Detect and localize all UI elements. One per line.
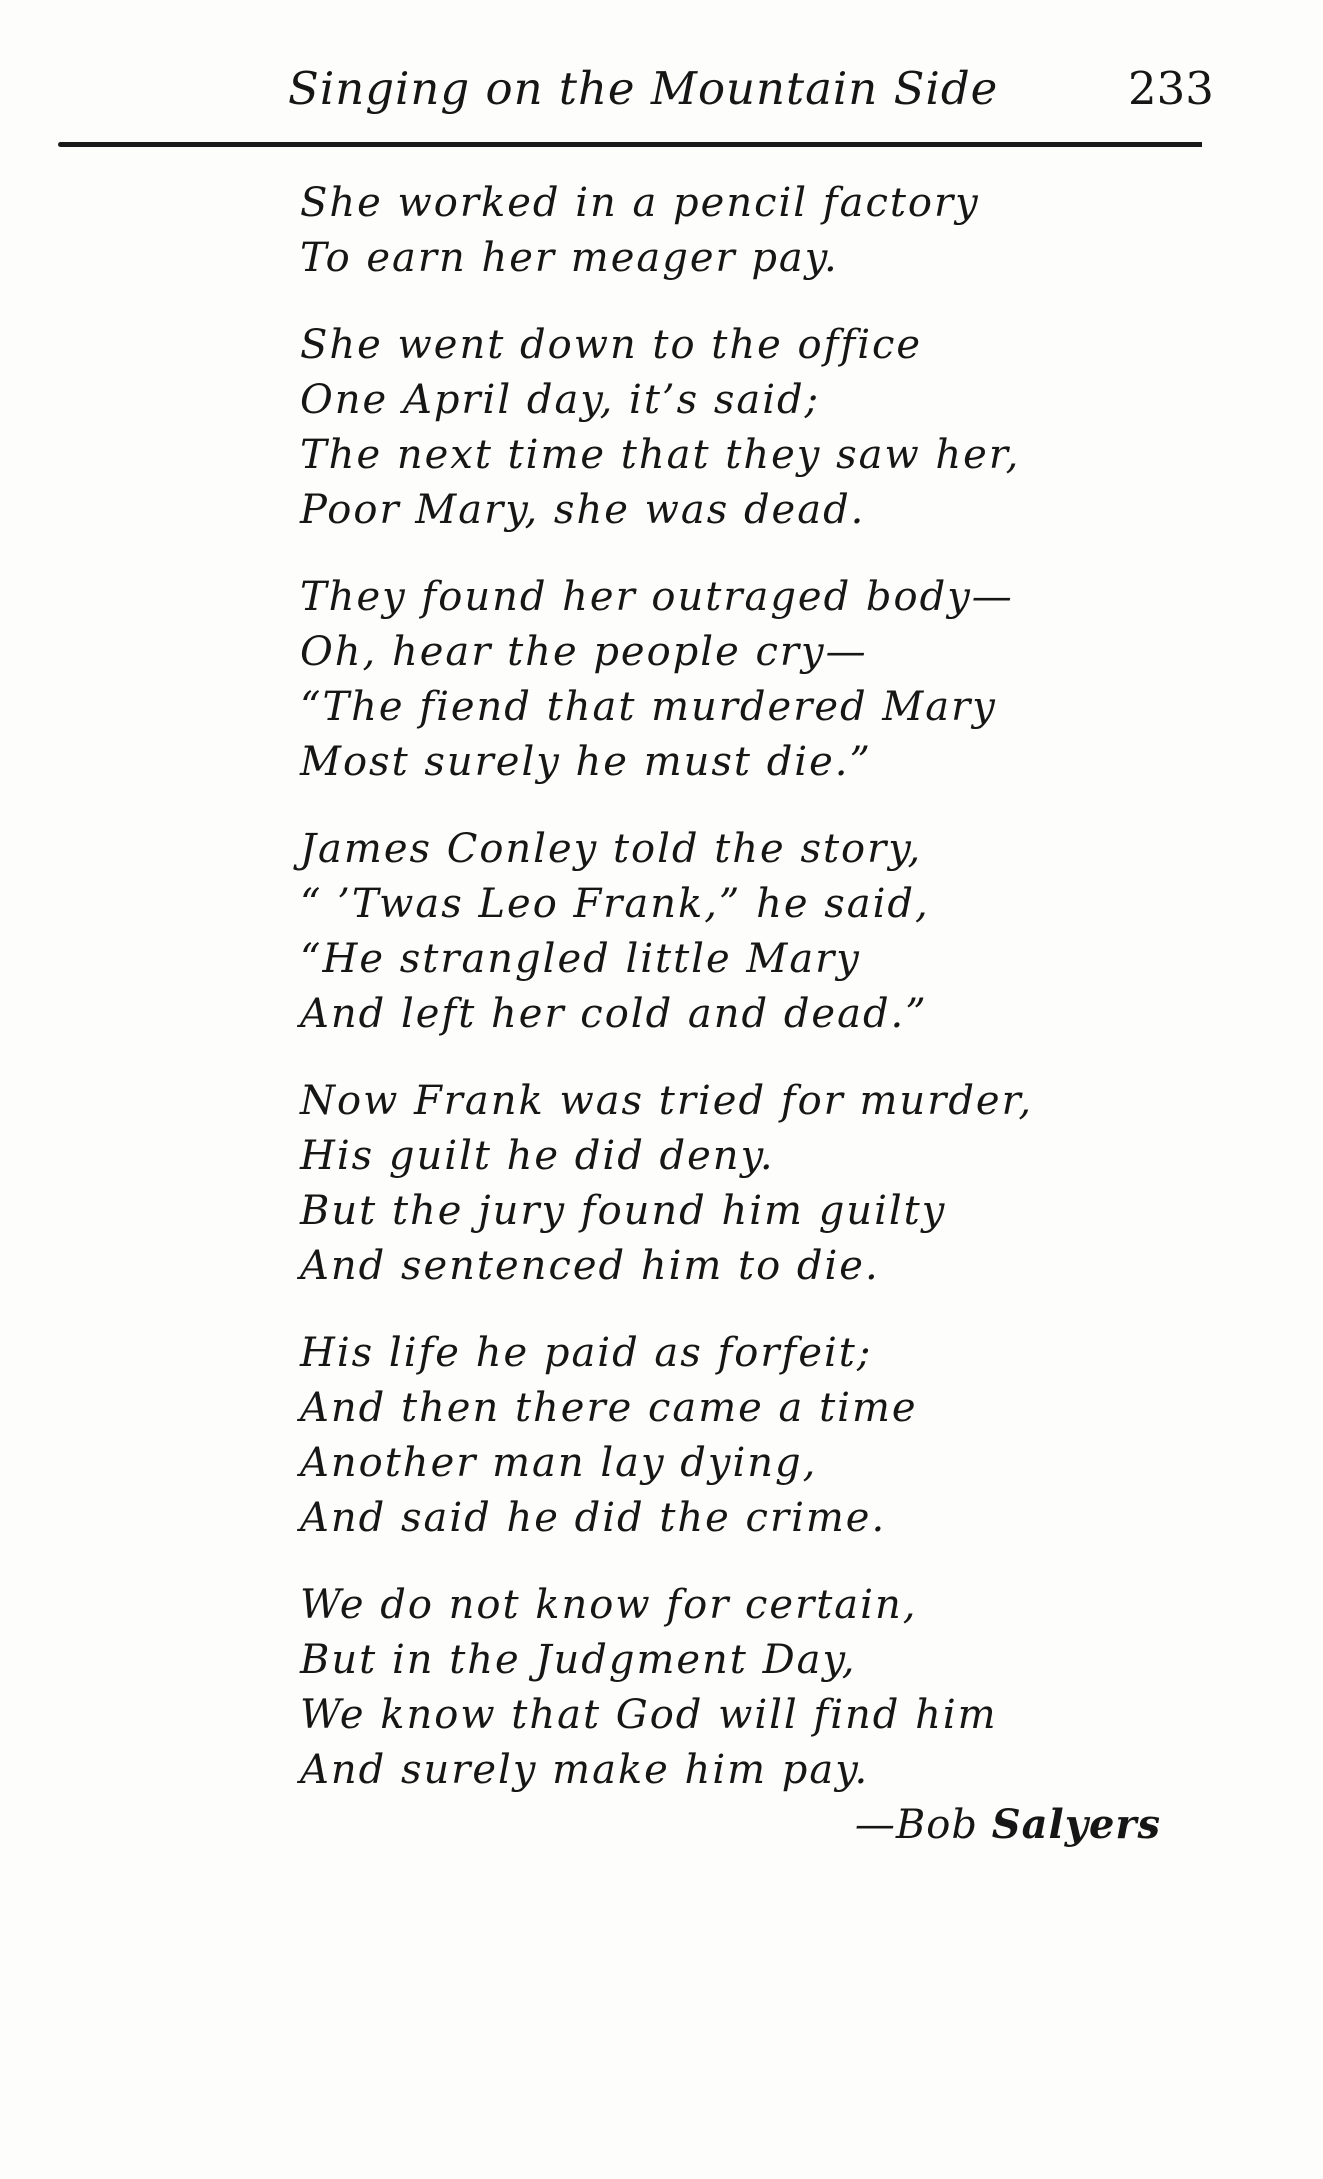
stanza-5 (300, 1074, 1200, 1294)
stanza-1 (300, 176, 1200, 286)
poem-line: She worked in a pencil factory (300, 180, 980, 226)
poem-line: And then there came a time (300, 1385, 918, 1431)
poem (300, 176, 1200, 1830)
poem-line: “ ’Twas Leo Frank,” he said, (300, 881, 930, 927)
poem-line: And said he did the crime. (300, 1495, 887, 1541)
poem-line: “The fiend that murdered Mary (300, 684, 997, 730)
poem-line: James Conley told the story, (300, 826, 923, 872)
poem-line: But the jury found him guilty (300, 1188, 947, 1234)
stanza-7 (300, 1578, 1200, 1798)
poem-line: We do not know for certain, (300, 1582, 918, 1628)
poem-line: But in the Judgment Day, (300, 1637, 857, 1683)
poem-line: They found her outraged body— (300, 574, 1014, 620)
poem-line: We know that God will find him (300, 1692, 998, 1738)
stanza-3 (300, 570, 1200, 790)
stanza-4 (300, 822, 1200, 1042)
attribution-prefix: —Bob (854, 1802, 992, 1848)
poem-line: Most surely he must die.” (300, 739, 872, 785)
poem-line: One April day, it’s said; (300, 377, 821, 423)
poem-line: “He strangled little Mary (300, 936, 861, 982)
poem-line: And surely make him pay. (300, 1747, 870, 1793)
poem-line: And sentenced him to die. (300, 1243, 880, 1289)
stanza-6 (300, 1326, 1200, 1546)
header-rule (58, 142, 1202, 147)
poem-line: Oh, hear the people cry— (300, 629, 868, 675)
poem-line: The next time that they saw her, (300, 432, 1021, 478)
author-surname: Salyers (991, 1801, 1161, 1848)
stanza-2 (300, 318, 1200, 538)
poem-line: And left her cold and dead.” (300, 991, 928, 1037)
poem-line: Now Frank was tried for murder, (300, 1078, 1034, 1124)
poem-line: She went down to the office (300, 322, 923, 368)
running-head: Singing on the Mountain Side (288, 62, 999, 115)
author-attribution (855, 1801, 1161, 1848)
page-number: 233 (1128, 62, 1214, 115)
poem-line: His life he paid as forfeit; (300, 1330, 873, 1376)
poem-line: To earn her meager pay. (300, 235, 839, 281)
poem-line: Another man lay dying, (300, 1440, 818, 1486)
poem-line: Poor Mary, she was dead. (300, 487, 866, 533)
poem-line: His guilt he did deny. (300, 1133, 775, 1179)
